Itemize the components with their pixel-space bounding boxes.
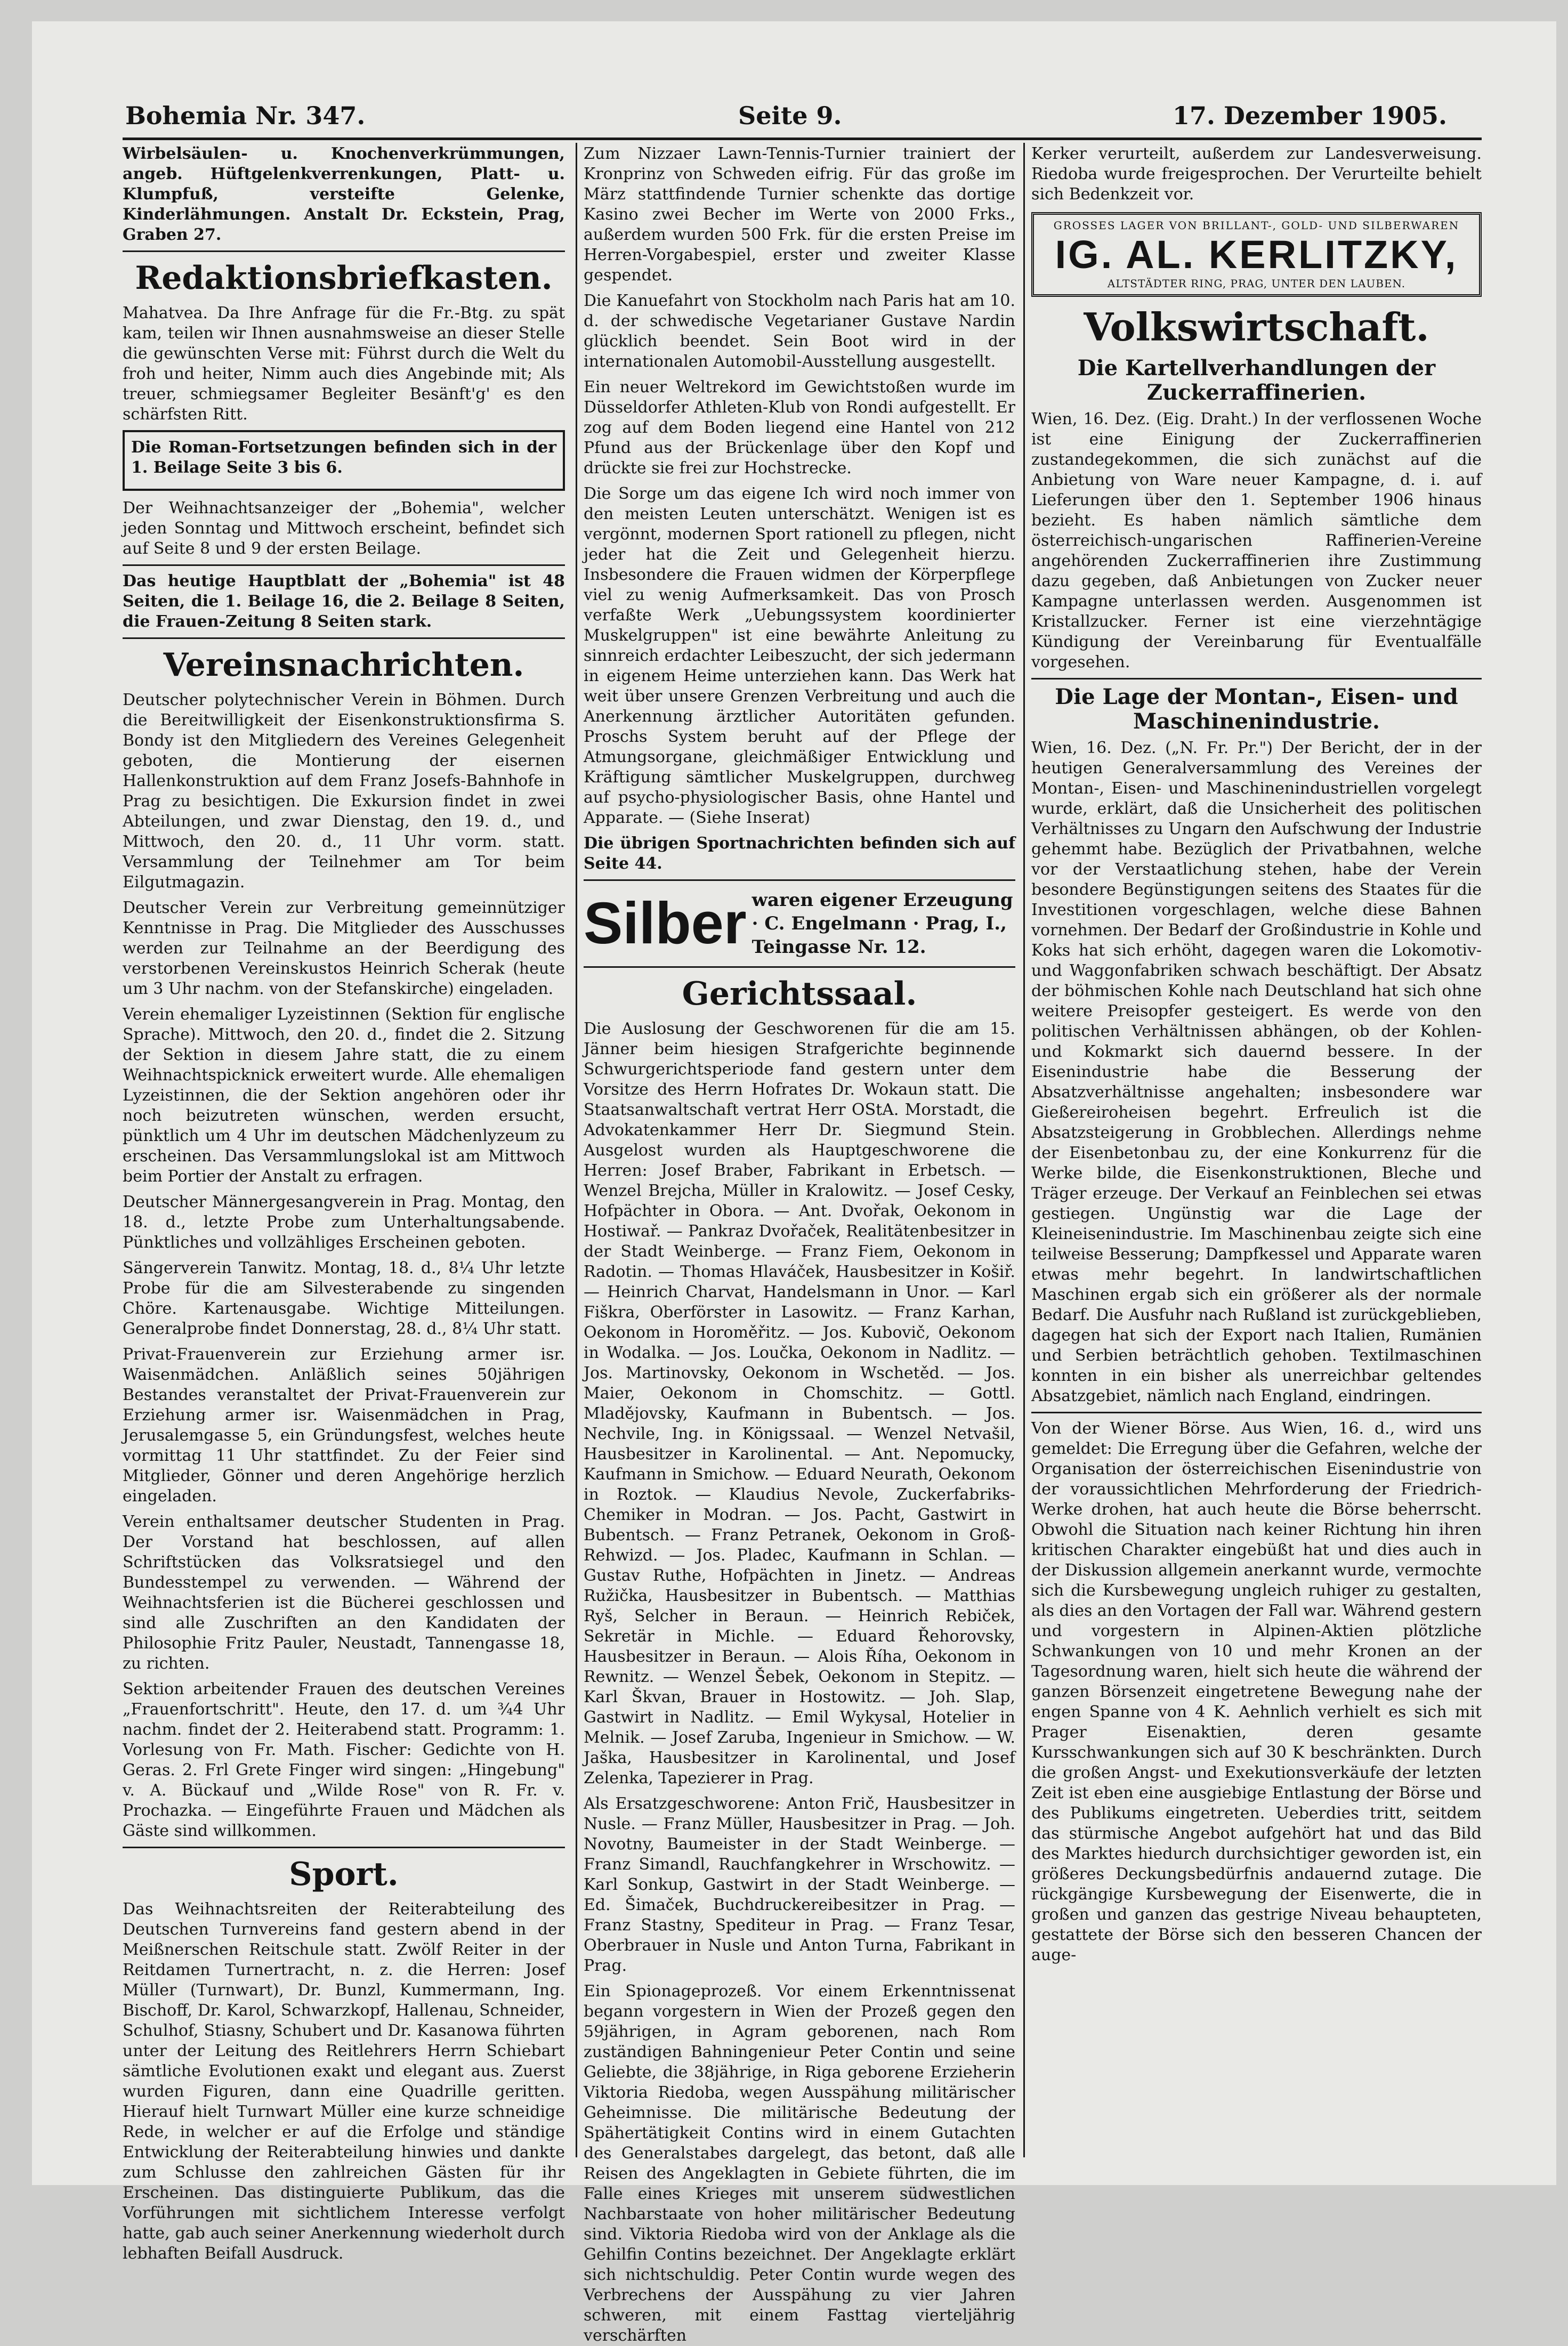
verein-item: Verein enthaltsamer deutscher Studenten in Prag. Der Vorstand hat beschlossen, auf allen Schriftstücken das Volksratsiegel und den Bundesstempel zu verwenden. — Während der Weihnachtsferien ist die Bücherei geschlossen und sind alle Zuschriften an den Kandidaten der Philosophie Fritz Pauler, Neustadt, Tannengasse 18, zu richten. (123, 1512, 565, 1673)
gericht-item: Als Ersatzgeschworene: Anton Frič, Hausbesitzer in Nusle. — Franz Müller, Hausbesitzer in Prag. — Joh. Novotny, Baumeister in der Stadt Weinberge. — Franz Simandl, Rauchfangkehrer in Wrschowitz. — Karl Sonkup, Gastwirt in der Stadt Weinberge. — Ed. Šimaček, Buchdruckereibesitzer in Prag. — Franz Stastny, Spediteur in Prag. — Franz Tesar, Oberbrauer in Nusle und Anton Turna, Fabrikant in Prag. (584, 1794, 1015, 1975)
ad-kerlitzky-name: IG. AL. KERLITZKY, (1055, 232, 1458, 277)
section-title-verein: Vereinsnachrichten. (163, 646, 524, 684)
header-center: Seite 9. (738, 101, 842, 130)
ad-kerlitzky-top: GROSSES LAGER VON BRILLANT-, GOLD- UND SILBERWAREN (1053, 219, 1460, 232)
verein-item: Deutscher polytechnischer Verein in Böhmen. Durch die Bereitwilligkeit der Eisenkonstruktionsfirma S. Bondy ist den Mitgliedern des Vereines Gelegenheit geboten, die Montierung der eisernen Hallenkonstruktion auf dem Franz Josefs-Bahnhofe in Prag zu besichtigen. Die Exkursion findet in zwei Abteilungen, und zwar Dienstag, den 19. d., und Mittwoch, den 20. d., 11 Uhr vorm. statt. Versammlung der Teilnehmer am Tor beim Eilgutmagazin. (123, 691, 565, 892)
divider (123, 250, 565, 252)
verein-item: Deutscher Verein zur Verbreitung gemeinnütziger Kenntnisse in Prag. Die Mitglieder des Ausschusses werden zur Teilnahme an der Beerdigung des verstorbenen Vereinskustos Heinrich Scherak (heute um 3 Uhr nachm. von der Stefanskirche) eingeladen. (123, 899, 565, 998)
article-boerse: Von der Wiener Börse. Aus Wien, 16. d., wird uns gemeldet: Die Erregung über die Gefahren, welche der Organisation der österreichischen Eisenindustrie von der voraussichtlichen Mehrforderung der Friedrich-Werke drohen, hat auch heute die Börse beherrscht. Obwohl die Situation nach keiner Richtung hin ihren kritischen Charakter eingebüßt hat und dies auch in der Diskussion allgemein anerkannt wurde, vermochte sich die Kursbewegung ungleich ruhiger zu gestalten, als dies an den Vortagen der Fall war. Während gestern und vorgestern in Alpinen-Aktien plötzliche Schwankungen von 10 und mehr Kronen an der Tagesordnung waren, hielt sich heute die während der ganzen Börsenzeit eingetretene Bewegung nahe der engen Spanne von 4 K. Aehnlich verhielt es sich mit Prager Eisenaktien, deren gesamte Kursschwankungen sich auf 30 K beschränkten. Durch die großen Angst- und Exekutionsverkäufe der letzten Zeit ist eben eine ausgiebige Entlastung der Börse und des Publikums eingetreten. Ueberdies tritt, seitdem das stürmische Angebot aufgehört hat und das Bild des Marktes hiedurch durchsichtiger geworden ist, ein größeres Deckungsbedürfnis andauernd zutage. Die rückgängige Kursbewegung der Eisenwerte, die in großen und ganzen das gestrige Niveau behaupteten, gestattete der Börse sich den besseren Chancen der auge- (1031, 1419, 1482, 1964)
article-title-montan: Die Lage der Montan-, Eisen- und Maschinenindustrie. (1055, 684, 1458, 734)
article-title-kartell: Die Kartellverhandlungen der Zuckerraffinerien. (1077, 355, 1436, 405)
hauptblatt-notice: Das heutige Hauptblatt der „Bohemia" ist 48 Seiten, die 1. Beilage 16, die 2. Beilage 8 Seiten, die Frauen-Zeitung 8 Seiten stark. (123, 572, 565, 631)
section-title-gericht: Gerichtssaal. (682, 975, 917, 1013)
header-rule (123, 137, 1482, 140)
column-2 (584, 144, 1015, 2345)
section-title-sport: Sport. (289, 1856, 399, 1893)
roman-notice: Die Roman-Fortsetzungen befinden sich in der 1. Beilage Seite 3 bis 6. (131, 438, 556, 477)
sport-item: Die Sorge um das eigene Ich wird noch immer von den meisten Leuten unterschätzt. Wenigen ist es vergönnt, modernen Sport rationell zu pflegen, nicht jeder hat die Zeit und Gelegenheit hierzu. Insbesondere die Frauen widmen der Körperpflege viel zu wenig Aufmerksamkeit. Das von Prosch verfaßte Werk „Uebungssystem koordinierter Muskelgruppen" ist eine bewährte Anleitung zu sinnreich erdachter Leibeszucht, der sich jedermann in eigenem Heime unterziehen kann. Das Werk hat weit über unsere Grenzen Verbreitung und auch die Anerkennung ärztlicher Autoritäten gefunden. Proschs System beruht auf der Pflege der Atmungsorgane, gleichmäßiger Entwicklung und Kräftigung sämtlicher Muskelgruppen, durchweg auf psycho-physiologischer Basis, ohne Hantel und Apparate. — (Siehe Inserat) (584, 484, 1015, 827)
verein-item: Verein ehemaliger Lyzeistinnen (Sektion für englische Sprache). Mittwoch, den 20. d., findet die 2. Sitzung der Sektion in diesem Jahre statt, die zu einem Weihnachtspicknick erweitert wurde. Alle ehemaligen Lyzeistinnen, die der Sektion angehören oder ihr noch beizutreten wünschen, werden ersucht, pünktlich um 4 Uhr im deutschen Mädchenlyzeum zu erscheinen. Das Versammlungslokal ist am Mittwoch beim Portier der Anstalt zu erfragen. (123, 1005, 565, 1186)
sport-item: Zum Nizzaer Lawn-Tennis-Turnier trainiert der Kronprinz von Schweden eifrig. Für das große im März stattfindende Turnier schenkte das dortige Kasino zwei Becher im Werte von 2000 Frks., außerdem wurden 500 Frk. für die ersten Preise im Herren-Vorgabespiel, erster und zweiter Klasse gespendet. (584, 144, 1015, 285)
sport-item: Die Kanuefahrt von Stockholm nach Paris hat am 10. d. der schwedische Vegetarianer Gustave Nardin glücklich beendet. Sein Boot wird in der internationalen Automobil-Ausstellung ausgestellt. (584, 292, 1015, 371)
verein-item: Sängerverein Tanwitz. Montag, 18. d., 8¼ Uhr letzte Probe für die am Silvesterabende zu singenden Chöre. Kartenausgabe. Wichtige Mitteilungen. Generalprobe findet Donnerstag, 28. d., 8¼ Uhr statt. (123, 1259, 565, 1338)
ad-kerlitzky (1031, 212, 1482, 297)
column-divider-2 (1023, 143, 1025, 2157)
divider (123, 637, 565, 639)
ad-silber-text: waren eigener Erzeugung · C. Engelmann · Prag, I., Teingasse Nr. 12. (751, 889, 1013, 958)
column-3 (1031, 144, 1482, 2169)
verein-item: Deutscher Männergesangverein in Prag. Montag, den 18. d., letzte Probe zum Unterhaltungsabende. Pünktliches und vollzähliges Erscheinen geboten. (123, 1193, 565, 1252)
ad-kerlitzky-address: ALTSTÄDTER RING, PRAG, UNTER DEN LAUBEN. (1107, 277, 1406, 290)
briefkasten-text: Mahatvea. Da Ihre Anfrage für die Fr.-Btg. zu spät kam, teilen wir Ihnen ausnahmsweise an dieser Stelle die gewünschten Verse mit: Führst durch die Welt du froh und heiter, Nimm auch dies Angebinde mit; Als treuer, schmiegsamer Begleiter Besänft'g' es den schärfsten Ritt. (123, 304, 565, 424)
divider (123, 564, 565, 566)
divider (1031, 678, 1482, 679)
divider (584, 966, 1015, 968)
verein-item: Privat-Frauenverein zur Erziehung armer isr. Waisenmädchen. Anläßlich seines 50jährigen Bestandes veranstaltet der Privat-Frauenverein zur Erziehung armer isr. Waisenmädchen in Prag, Jerusalemgasse 5, ein Gründungsfest, welches heute vormittag 11 Uhr stattfindet. Zu der Feier sind Mitglieder, Gönner und deren Angehörige herzlich eingeladen. (123, 1345, 565, 1506)
section-title-briefkasten: Redaktionsbriefkasten. (135, 260, 553, 297)
newspaper-page (32, 21, 1556, 2345)
divider (1031, 1412, 1482, 1413)
header-left: Bohemia Nr. 347. (125, 101, 366, 130)
sport-text: Das Weihnachtsreiten der Reiterabteilung des Deutschen Turnvereins fand gestern abend in der Meißnerschen Reitschule statt. Zwölf Reiter in der Reitdamen Turnertracht, n. z. die Herren: Josef Müller (Turnwart), Dr. Bunzl, Kummermann, Ing. Bischoff, Dr. Karol, Schwarzkopf, Hallenau, Schneider, Schulhof, Stiasny, Schubert und Dr. Kasanowa führten unter der Leitung des Reitlehrers Herrn Schiebart sämtliche Evolutionen exakt und elegant aus. Zuerst wurden Figuren, dann eine Quadrille geritten. Hierauf hielt Turnwart Müller eine kurze schneidige Rede, in welcher er auf die Erfolge und ständige Entwicklung der Reiterabteilung hinwies und dankte zum Schlusse den zahlreichen Gästen für ihr Erscheinen. Das distinguierte Publikum, das die Vorführungen mit sichtlichem Interesse verfolgt hatte, gab auch seiner Anerkennung wiederholt durch lebhaften Beifall Ausdruck. (123, 1900, 565, 2263)
header-right: 17. Dezember 1905. (1173, 101, 1447, 130)
ad-silber-word: Silber (584, 891, 747, 956)
gericht-item: Ein Spionageprozeß. Vor einem Erkenntnissenat begann vorgestern in Wien der Prozeß gegen den 59jährigen, in Agram geborenen, nach Rom zuständigen Bahningenieur Peter Contin und seine Geliebte, die 38jährige, in Riga geborene Erzieherin Viktoria Riedoba, wegen Ausspähung militärischer Geheimnisse. Die militärische Bedeutung der Spähertätigkeit Contins wird in einem Gutachten des Generalstabes dargelegt, das betont, daß alle Reisen des Angeklagten in Gebiete führten, die im Falle eines Krieges mit unserem südwestlichen Nachbarstaate von hoher militärischer Bedeutung sind. Viktoria Riedoba wird von der Anklage als die Gehilfin Contins bezeichnet. Der Angeklagte erklärt sich nichtschuldig. Peter Contin wurde wegen des Verbrechens der Ausspähung zu vier Jahren schweren, mit einem Fasttag vierteljährig verschärften (584, 1982, 1015, 2345)
divider (123, 1847, 565, 1848)
gericht-item: Die Auslosung der Geschworenen für die am 15. Jänner beim hiesigen Strafgerichte beginnende Schwurgerichtsperiode fand gestern unter dem Vorsitze des Herrn Hofrates Dr. Wokaun statt. Die Staatsanwaltschaft vertrat Herr OStA. Morstadt, die Advokatenkammer Herr Dr. Siegmund Stein. Ausgelost wurden als Hauptgeschworene die Herren: Josef Braber, Fabrikant in Erbetsch. — Wenzel Brejcha, Müller in Kralowitz. — Josef Cesky, Hofpächter in Obora. — Ant. Dvořak, Oekonom in Hostiwař. — Pankraz Dvořaček, Realitätenbesitzer in der Stadt Weinberge. — Franz Fiem, Oekonom in Radotin. — Thomas Hlaváček, Hausbesitzer in Košiř. — Heinrich Charvat, Handelsmann in Unor. — Karl Fiškra, Oberförster in Lasowitz. — Franz Karhan, Oekonom in Horoměřitz. — Jos. Kubovič, Oekonom in Wodalka. — Jos. Loučka, Oekonom in Nadlitz. — Jos. Martinovsky, Oekonom in Wschetěd. — Jos. Maier, Oekonom in Chomschitz. — Gottl. Mladějovsky, Kaufmann in Bubentsch. — Jos. Nechvile, Ing. in Königssaal. — Wenzel Netvašil, Hausbesitzer in Karolinental. — Ant. Nepomucky, Kaufmann in Smichow. — Eduard Neurath, Oekonom in Roztok. — Klaudius Nevole, Zuckerfabriks-Chemiker in Modran. — Jos. Pacht, Gastwirt in Bubentsch. — Franz Petranek, Oekonom in Groß-Rehwizd. — Jos. Pladec, Kaufmann in Schlan. — Gustav Ruthe, Hofpächten in Jinetz. — Andreas Ružička, Hausbesitzer in Bubentsch. — Matthias Ryš, Selcher in Beraun. — Heinrich Rebiček, Sekretär in Michle. — Eduard Řehorovsky, Hausbesitzer in Beraun. — Alois Říha, Oekonom in Rewnitz. — Wenzel Šebek, Oekonom in Stepitz. — Karl Škvan, Brauer in Hostowitz. — Joh. Slap, Gastwirt in Nadlitz. — Emil Wykysal, Hotelier in Melnik. — Josef Zaruba, Ingenieur in Smichow. — W. Jaška, Hausbesitzer in Karolinental, und Josef Zelenka, Tapezierer in Prag. (584, 1020, 1015, 1787)
article-kartell: Wien, 16. Dez. (Eig. Draht.) In der verflossenen Woche ist eine Einigung der Zuckerraffinerien zustandegekommen, die sich zunächst auf die Anbietung von Ware neuer Kampagne, d. i. auf Lieferungen über den 1. September 1906 hinaus bezieht. Es haben nämlich sämtliche dem österreichisch-ungarischen Raffinerien-Vereine angehörenden Zuckerraffinerien ihre Zustimmung dazu gegeben, daß Anbietungen von Zucker neuer Kampagne unterlassen werden. Ausgenommen ist Kristallzucker. Ferner ist eine vierzehntägige Kündigung der Vereinbarung für Eventualfälle vorgesehen. (1031, 410, 1482, 672)
section-title-volkswirtschaft: Volkswirtschaft. (1084, 304, 1429, 350)
roman-notice-box (123, 430, 565, 491)
gericht-continued: Kerker verurteilt, außerdem zur Landesverweisung. Riedoba wurde freigesprochen. Der Verurteilte behielt sich Bedenkzeit vor. (1031, 144, 1482, 204)
column-1 (123, 144, 565, 2263)
article-montan: Wien, 16. Dez. („N. Fr. Pr.") Der Bericht, der in der heutigen Generalversammlung des Vereines der Montan-, Eisen- und Maschinenindustriellen vorgelegt wurde, erklärt, daß die Unsicherheit des politischen Verhältnisses zu Ungarn den Aufschwung der Industrie gehemmt habe. Bezüglich der Privatbahnen, welche vor der Verstaatlichung stehen, habe der Verein besondere Begünstigungen seitens des Staates für die Investitionen vorgeschlagen, welche diese Bahnen vornehmen. Der Bedarf der Großindustrie in Kohle und Koks hat sich erhöht, dagegen waren die Lokomotiv- und Waggonfabriken schwach beschäftigt. Der Absatz der böhmischen Kohle nach Deutschland hat sich ohne weitere Preisopfer gesteigert. Es werde von den politischen Verhältnissen abhängen, ob der Kohlen- und Kokmarkt sich dauernd bessere. In der Eisenindustrie habe die Besserung der Absatzverhältnisse angehalten; insbesondere war Gießereiroheisen begehrt. Erfreulich ist die Absatzsteigerung in Grobblechen. Allerdings nehme der Eisenbetonbau zu, der eine Konkurrenz für die Werke bilde, die Eisenkonstruktionen, Bleche und Träger erzeuge. Der Verkauf an Feinblechen sei etwas gestiegen. Ungünstig war die Lage der Kleineisenindustrie. Im Maschinenbau zeigte sich eine teilweise Besserung; Dampfkessel und Apparate waren etwas mehr begehrt. In landwirtschaftlichen Maschinen ergab sich ein größerer als der normale Bedarf. Die Ausfuhr nach Rußland ist zurückgeblieben, dagegen hat sich der Export nach Italien, Rumänien und Serbien beträchtlich gehoben. Textilmaschinen konnten in ein bisher als unerreichbar geltendes Absatzgebiet, nämlich nach England, eindringen. (1031, 739, 1482, 1405)
sport-item: Ein neuer Weltrekord im Gewichtstoßen wurde im Düsseldorfer Athleten-Klub von Rondi aufgestellt. Er zog auf dem Boden liegend eine Hantel von 212 Pfund aus der Brückenlage über den Kopf und drückte sie frei zur Hochstrecke. (584, 378, 1015, 478)
ad-wirbelsaeulen: Wirbelsäulen- u. Knochenverkrümmungen, angeb. Hüftgelenkverrenkungen, Platt- u. Klumpfuß, versteifte Gelenke, Kinderlähmungen. Anstalt Dr. Eckstein, Prag, Graben 27. (123, 144, 565, 244)
ad-silber (584, 888, 1015, 959)
sport-more-notice: Die übrigen Sportnachrichten befinden sich auf Seite 44. (584, 834, 1015, 873)
column-divider-1 (576, 143, 577, 2157)
weihnachtsanzeiger-notice: Der Weihnachtsanzeiger der „Bohemia", welcher jeden Sonntag und Mittwoch erscheint, befindet sich auf Seite 8 und 9 der ersten Beilage. (123, 499, 565, 558)
verein-item: Sektion arbeitender Frauen des deutschen Vereines „Frauenfortschritt". Heute, den 17. d. um ¾4 Uhr nachm. findet der 2. Heiterabend statt. Programm: 1. Vorlesung von Fr. Math. Fischer: Gedichte von H. Geras. 2. Frl Grete Finger wird singen: „Hingebung" v. A. Bückauf und „Wilde Rose" von R. Fr. v. Prochazka. — Eingeführte Frauen und Mädchen als Gäste sind willkommen. (123, 1680, 565, 1840)
divider (584, 879, 1015, 881)
